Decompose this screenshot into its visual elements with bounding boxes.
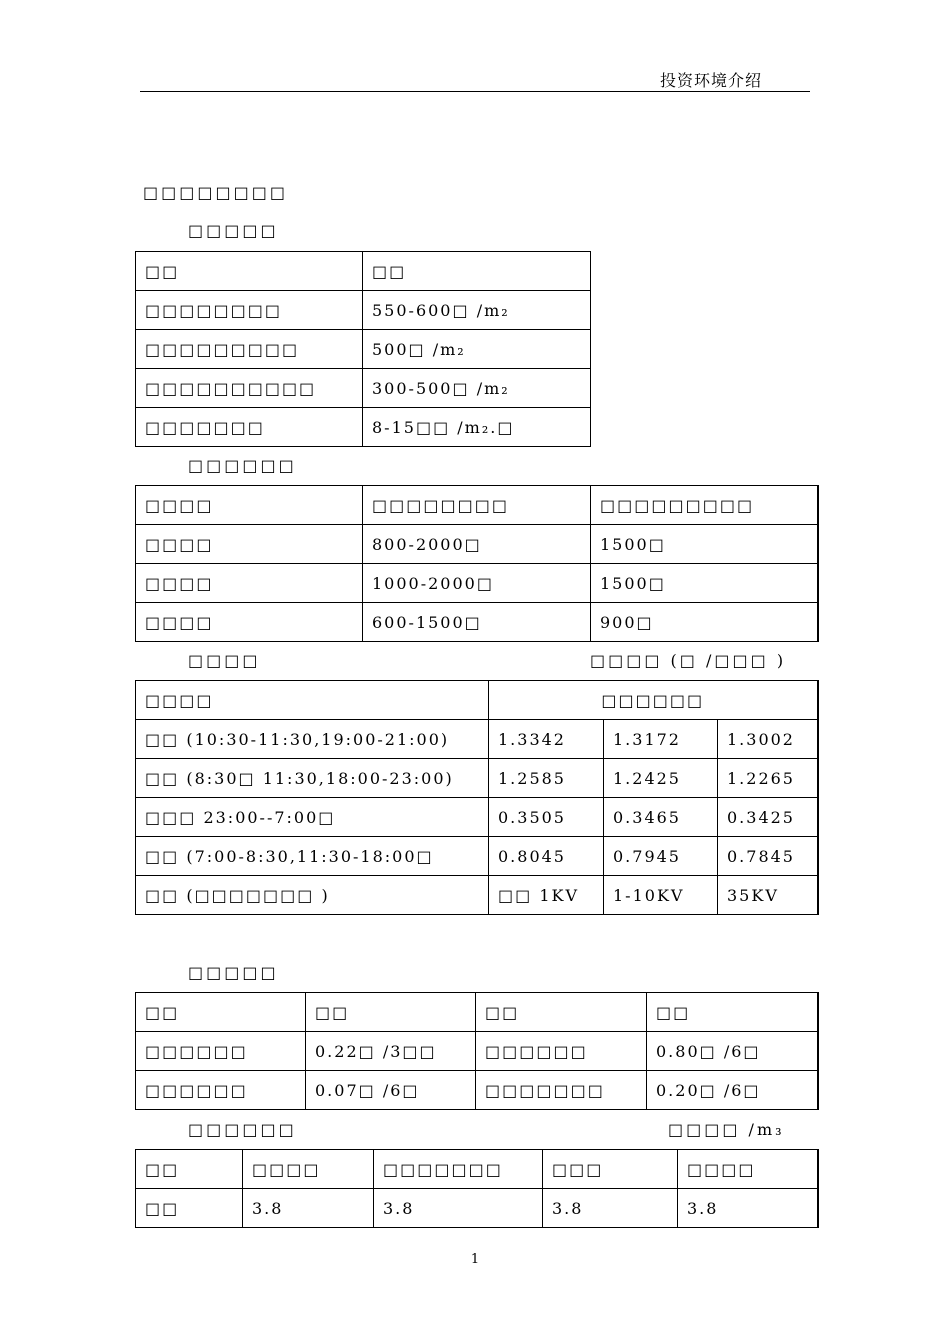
- table-cell: 1.2425: [604, 759, 718, 798]
- table-cell: 1.3172: [604, 720, 718, 759]
- table-row: [136, 369, 591, 408]
- table-row: [136, 876, 818, 915]
- table-row: [136, 798, 818, 837]
- table-cell: □□□□: [678, 1150, 818, 1189]
- table-cell: □□□□□□□□: [136, 291, 363, 330]
- table-row: [136, 291, 591, 330]
- table-cell: □□□□□□□: [374, 1150, 543, 1189]
- table-cell: 0.20□ /6□: [647, 1071, 818, 1110]
- table-cell: 1500□: [591, 564, 818, 603]
- table-cell: 1.2265: [718, 759, 818, 798]
- water-table: [135, 1149, 819, 1228]
- telecom-table: [135, 992, 819, 1110]
- table-cell: □□: [136, 993, 306, 1032]
- table-cell: □□□□□□: [489, 681, 818, 720]
- telecom-heading: □□□□□: [188, 963, 279, 982]
- wages-heading: □□□□□□: [188, 456, 297, 475]
- wages-table: [135, 485, 819, 642]
- table-cell: 0.80□ /6□: [647, 1032, 818, 1071]
- table-row: [136, 837, 818, 876]
- table-row: [136, 1189, 818, 1228]
- table-cell: □□: [136, 252, 363, 291]
- table-cell: □□ 1KV: [489, 876, 604, 915]
- table-cell: 1500□: [591, 525, 818, 564]
- table-cell: 8-15□□ /m₂.□: [363, 408, 591, 447]
- table-cell: □□□: [543, 1150, 678, 1189]
- table-cell: 0.7945: [604, 837, 718, 876]
- table-row: [136, 603, 818, 642]
- table-cell: □□ (7:00-8:30,11:30-18:00□: [136, 837, 489, 876]
- table-cell: □□ (10:30-11:30,19:00-21:00): [136, 720, 489, 759]
- table-cell: □□ (□□□□□□□ ): [136, 876, 489, 915]
- table-cell: 0.22□ /3□□: [306, 1032, 476, 1071]
- table-row: [136, 486, 818, 525]
- water-heading: □□□□□□: [188, 1120, 297, 1139]
- table-cell: □□□□□□□: [136, 408, 363, 447]
- table-cell: □□□□□□□□□: [136, 330, 363, 369]
- table-row: [136, 1032, 818, 1071]
- table-cell: 800-2000□: [363, 525, 591, 564]
- table-cell: 1-10KV: [604, 876, 718, 915]
- table-cell: □□: [136, 1189, 243, 1228]
- table-cell: □□: [136, 1150, 243, 1189]
- table-cell: □□: [363, 252, 591, 291]
- table-cell: 0.3425: [718, 798, 818, 837]
- table-row: [136, 1071, 818, 1110]
- table-row: [136, 1150, 818, 1189]
- table-row: [136, 564, 818, 603]
- electricity-unit: □□□□ (□ /□□□ ): [590, 651, 787, 670]
- header-rule: [140, 91, 810, 92]
- table-cell: □□□□□□□□□: [591, 486, 818, 525]
- table-cell: 1.3342: [489, 720, 604, 759]
- table-cell: □□□□□□: [136, 1032, 306, 1071]
- table-cell: 0.07□ /6□: [306, 1071, 476, 1110]
- table-cell: 3.8: [678, 1189, 818, 1228]
- land-table: [135, 251, 591, 447]
- table-cell: □□ (8:30□ 11:30,18:00-23:00): [136, 759, 489, 798]
- table-cell: □□□□□□□□: [363, 486, 591, 525]
- table-cell: 1000-2000□: [363, 564, 591, 603]
- land-heading: □□□□□: [188, 221, 279, 240]
- table-cell: □□□□: [243, 1150, 374, 1189]
- table-cell: □□□□□□□: [476, 1071, 647, 1110]
- table-cell: 3.8: [243, 1189, 374, 1228]
- table-row: [136, 993, 818, 1032]
- table-cell: □□□□: [136, 603, 363, 642]
- header-title: 投资环境介绍: [660, 71, 763, 90]
- table-cell: 0.3505: [489, 798, 604, 837]
- table-cell: 900□: [591, 603, 818, 642]
- table-cell: □□□□□□: [476, 1032, 647, 1071]
- table-cell: 600-1500□: [363, 603, 591, 642]
- table-row: [136, 330, 591, 369]
- electricity-heading: □□□□: [188, 651, 261, 670]
- water-unit: □□□□ /m₃: [668, 1120, 785, 1139]
- table-cell: 3.8: [543, 1189, 678, 1228]
- table-cell: 1.2585: [489, 759, 604, 798]
- table-cell: □□□□: [136, 486, 363, 525]
- table-cell: □□□□: [136, 564, 363, 603]
- table-row: [136, 720, 818, 759]
- table-cell: 3.8: [374, 1189, 543, 1228]
- table-row: [136, 408, 591, 447]
- table-cell: 0.7845: [718, 837, 818, 876]
- table-cell: □□□□□□: [136, 1071, 306, 1110]
- table-cell: □□□□□□□□□□: [136, 369, 363, 408]
- table-cell: 500□ /m₂: [363, 330, 591, 369]
- table-cell: □□□□: [136, 525, 363, 564]
- table-row: [136, 525, 818, 564]
- table-cell: 0.8045: [489, 837, 604, 876]
- table-row: [136, 681, 818, 720]
- electricity-table: [135, 680, 819, 915]
- table-cell: 35KV: [718, 876, 818, 915]
- table-cell: □□: [476, 993, 647, 1032]
- table-row: [136, 759, 818, 798]
- table-cell: □□: [306, 993, 476, 1032]
- section-title: □□□□□□□□: [143, 183, 288, 202]
- table-cell: □□□ 23:00--7:00□: [136, 798, 489, 837]
- table-cell: 550-600□ /m₂: [363, 291, 591, 330]
- table-cell: □□□□: [136, 681, 489, 720]
- table-cell: 300-500□ /m₂: [363, 369, 591, 408]
- table-cell: 1.3002: [718, 720, 818, 759]
- table-cell: 0.3465: [604, 798, 718, 837]
- page-number: 1: [470, 1252, 480, 1267]
- table-cell: □□: [647, 993, 818, 1032]
- table-row: [136, 252, 591, 291]
